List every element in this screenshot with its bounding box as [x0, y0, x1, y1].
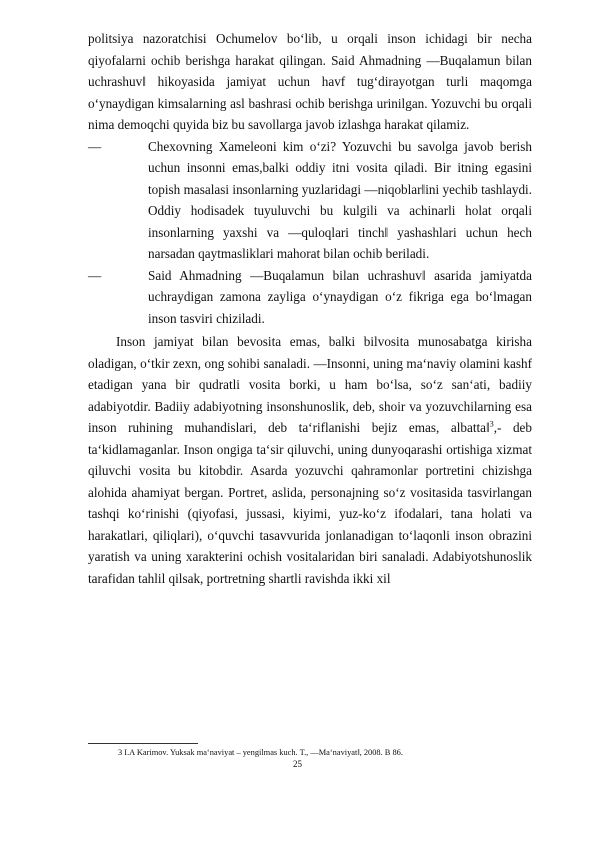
bullet-dash: ―	[88, 267, 102, 283]
bullet-item-2	[88, 265, 532, 330]
bullet-text-2: Said Ahmadning ―Buqalamun bilan uchrashuv‖ asarida jamiyatda uchraydigan zamona zayliga o‘ynaydigan o‘z fikriga ega bo‘lmagan inson tasviri chiziladi.	[148, 267, 532, 326]
footnote: 3 I.A Karimov. Yuksak ma‘naviyat – yengilmas kuch. T., ―Ma‘naviyat‖, 2008. B 86.	[118, 748, 403, 757]
paragraph-2	[88, 331, 532, 589]
bullet-item-1	[88, 136, 532, 265]
footnote-ref: 3	[489, 419, 494, 429]
bullet-dash: ―	[88, 138, 102, 154]
paragraph-2-part-2: ,- deb ta‘kidlamaganlar. Inson ongiga ta‘sir qiluvchi, uning dunyoqarashi ortishiga xizmat qiluvchi vosita bu kitobdir. Asarda yozuvchi qahramonlar portretini chizishga alohida ahamiyat bergan. Portret, aslida, personajning so‘z vositasida tasvirlangan tashqi ko‘rinishi (qiyofasi, jussasi, kiyimi, yuz-ko‘z ifodalari, tana holati va harakatlari, qiliqlari), o‘quvchi tasavvurida jonlanadigan to‘laqonli inson obrazini yaratish va uning xarakterini ochish vositalaridan biri sanaladi. Adabiyotshunoslik tarafidan tahlil qilsak, portretning shartli ravishda ikki xil	[88, 420, 532, 586]
page-number: 25	[293, 759, 302, 769]
body-text	[88, 28, 532, 589]
paragraph-2-part-1: Inson jamiyat bilan bevosita emas, balki bilvosita munosabatga kirisha oladigan, o‘tkir zexn, ong sohibi sanaladi. ―Insonni, uning ma‘naviy olamini kashf etadigan yana bir qudratli vosita borki, u ham bo‘lsa, so‘z san‘ati, badiiy adabiyotdir. Badiiy adabiyotning insonshunoslik, deb, shoir va yozuvchilarning esa inson ruhining muhandislari, deb ta‘riflanishi bejiz emas, albatta‖	[88, 334, 532, 435]
paragraph-1: politsiya nazoratchisi Ochumelov bo‘lib, u orqali inson ichidagi bir necha qiyofalarni ochib berishga harakat qilingan. Said Ahmadning ―Buqalamun bilan uchrashuv‖ hikoyasida jamiyat uchun havf tug‘dirayotgan turli maqomga o‘ynaydigan kimsalarning asl bashrasi ochib berishga urinilgan. Yozuvchi bu orqali nima demoqchi quyida biz bu savollarga javob izlashga harakat qilamiz.	[88, 31, 532, 132]
bullet-text-1: Chexovning Xameleoni kim o‘zi? Yozuvchi bu savolga javob berish uchun insonni emas,balki oddiy itni vosita qiladi. Bir itning egasini topish masalasi insonlarning yuzlaridagi ―niqoblar‖ini yechib tashlaydi. Oddiy hodisadek tuyuluvchi bu kulgili va achinarli holat orqali insonlarning yaxshi va ―quloqlari tinch‖ yashashlari uchun hech narsadan qaytmasliklari mahorat bilan ochib beriladi.	[148, 138, 532, 261]
footnote-divider	[88, 743, 198, 744]
